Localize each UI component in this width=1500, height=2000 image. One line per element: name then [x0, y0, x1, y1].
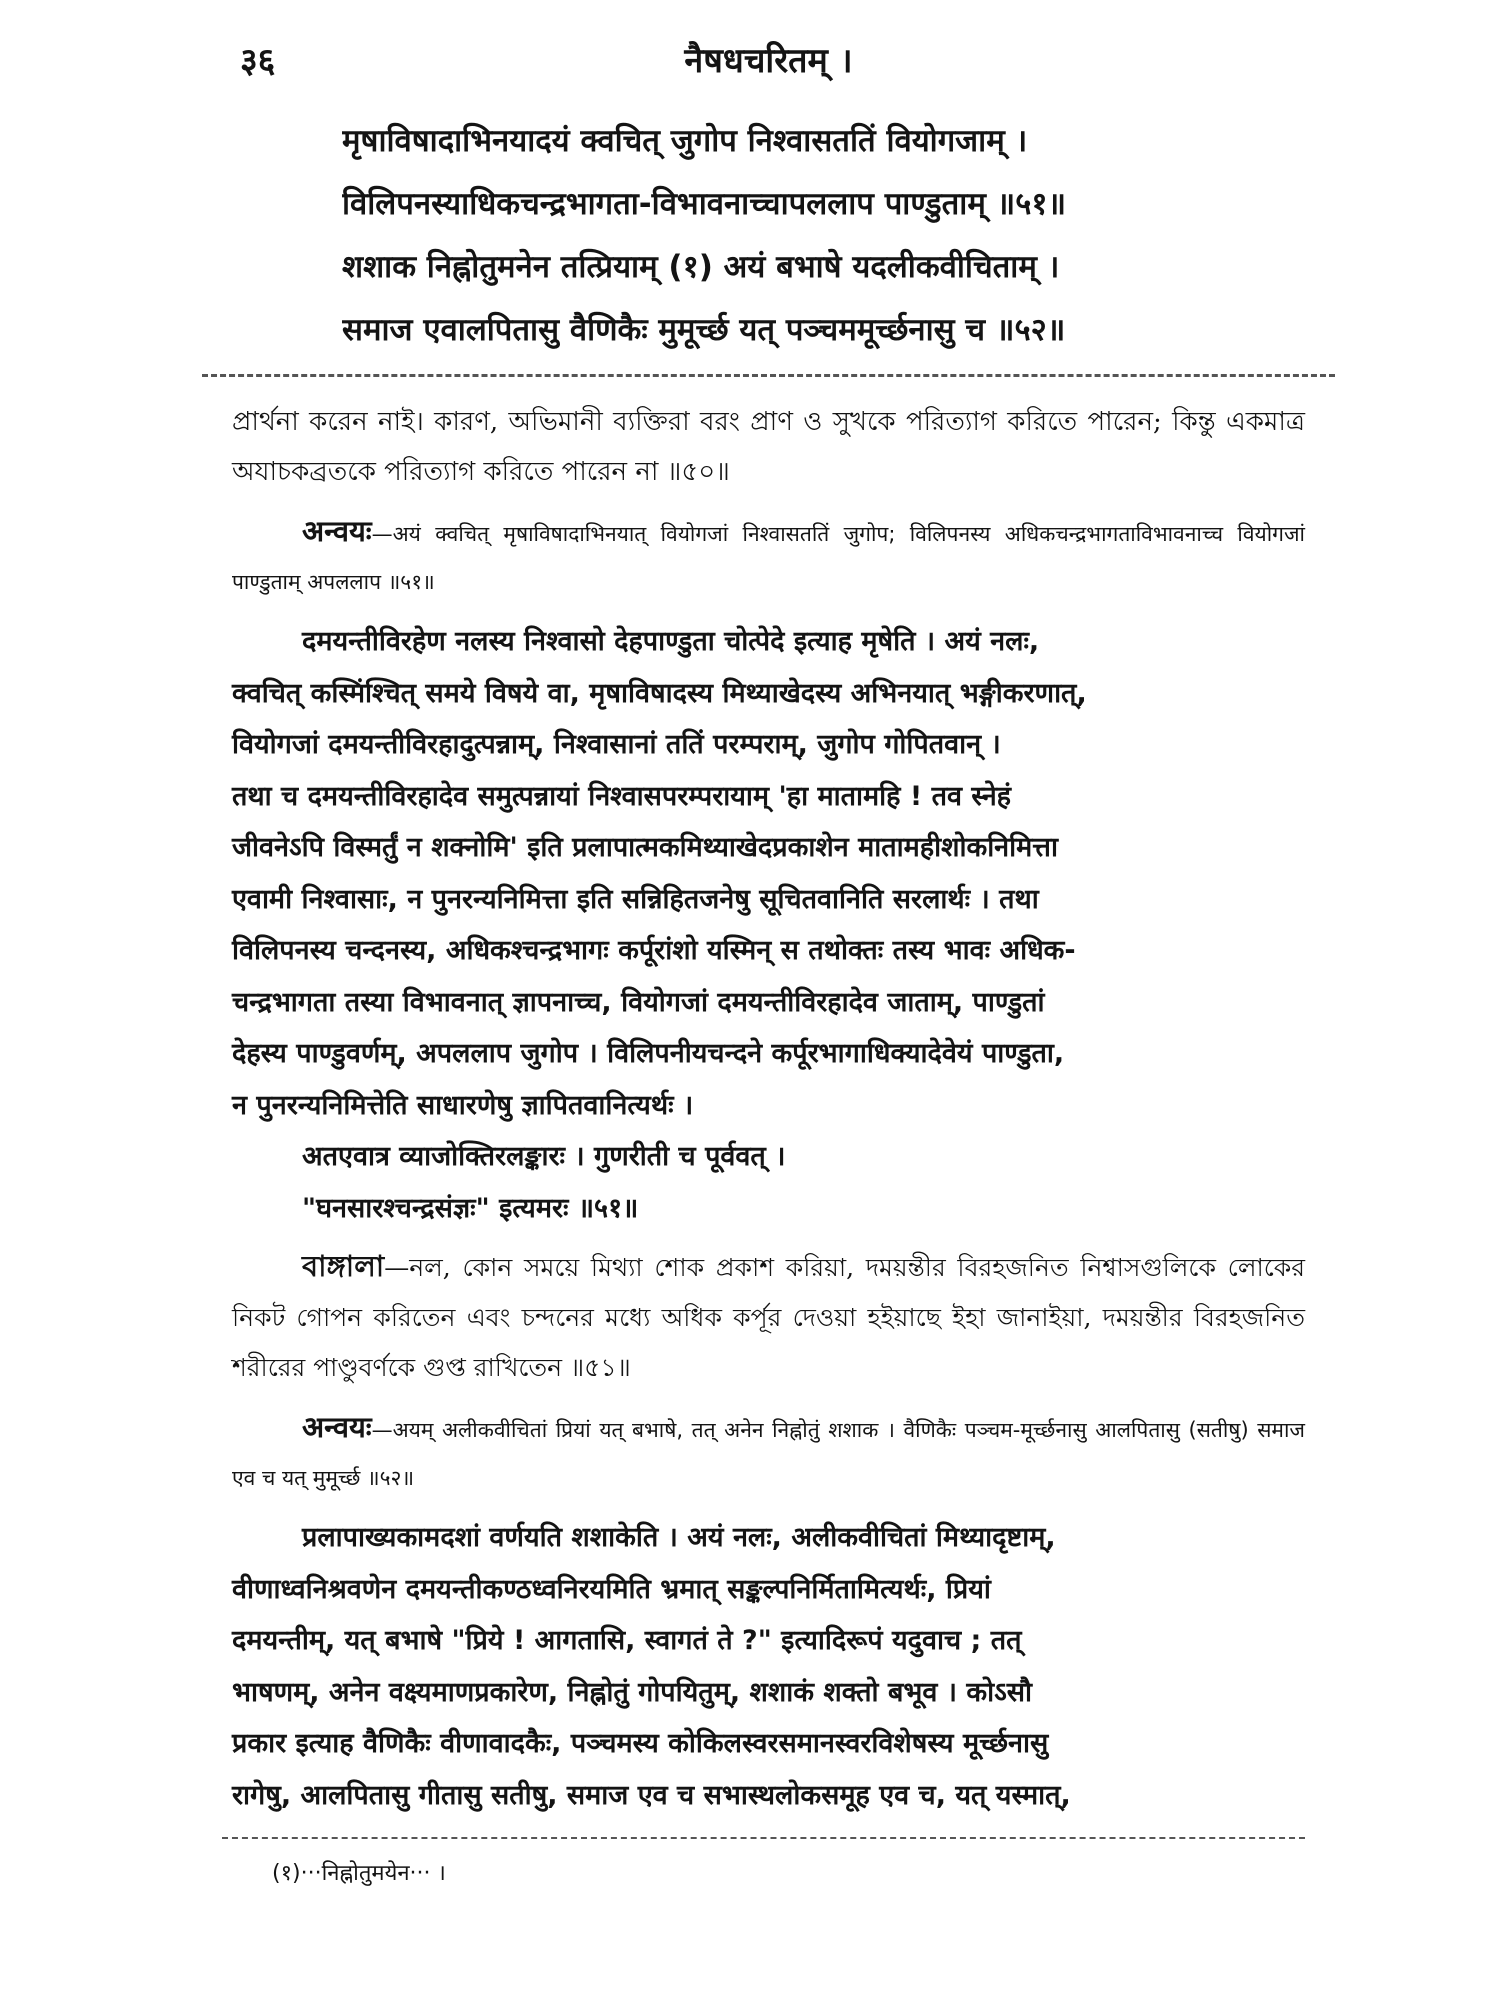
commentary-line: क्वचित् कस्मिंश्चित् समये विषये वा, मृषाविषादस्य मिथ्याखेदस्य अभिनयात् भङ्गीकरणात्,	[232, 677, 1087, 709]
commentary-line: दमयन्तीविरहेण नलस्य निश्वासो देहपाण्डुता चोत्पेदे इत्याह मृषेति । अयं नलः,	[302, 626, 1040, 657]
commentary-line: वीणाध्वनिश्रवणेन दमयन्तीकण्ठध्वनिरयमिति भ्रमात् सङ्कल्पनिर्मितामित्यर्थः, प्रियां	[232, 1573, 991, 1605]
commentary-line: वियोगजां दमयन्तीविरहादुत्पन्नाम्, निश्वासानां ततिं परम्पराम्, जुगोप गोपितवान् ।	[232, 729, 1001, 760]
verse-block	[342, 110, 1305, 362]
commentary-line: देहस्य पाण्डुवर्णम्, अपललाप जुगोप । विलिपनीयचन्दने कर्पूरभागाधिक्यादेवेयं पाण्डुता,	[232, 1038, 1065, 1069]
anvaya-51	[232, 507, 1305, 606]
verse-line: मृषाविषादाभिनयादयं क्वचित् जुगोप निश्वासततिं वियोगजाम् ।	[342, 123, 1028, 159]
anvaya-text: —अयं क्वचित् मृषाविषादाभिनयात् वियोगजां निश्वासततिं जुगोप; विलिपनस्य अधिकचन्द्रभागताविभावनाच्च वियोगजां पाण्डुताम् अपललाप ॥५१॥	[232, 522, 1305, 594]
verse-line: समाज एवालपितासु वैणिकैः मुमूर्च्छ यत् पञ्चममूर्च्छनासु च ॥५२॥	[342, 312, 1066, 348]
bengali-continuation: প্রার্থনা করেন নাই। কারণ, অভিমানী ব্যক্তিরা বরং প্রাণ ও সুখকে পরিত্যাগ করিতে পারেন; কিন্তু একমাত্র অযাচকব্রতকে পরিত্যাগ করিতে পারেন না ॥৫০॥	[232, 407, 1305, 487]
anvaya-52	[232, 1403, 1305, 1502]
commentary-line: भाषणम्, अनेन वक्ष्यमाणप्रकारेण, निह्नोतुं गोपयितुम्, शशाकं शक्तो बभूव । कोऽसौ	[232, 1676, 1032, 1708]
commentary-line: रागेषु, आलपितासु गीतासु सतीषु, समाज एव च सभास्थलोकसमूह एव च, यत् यस्मात्,	[232, 1779, 1071, 1811]
page-header	[232, 36, 1305, 92]
verse-line: शशाक निह्नोतुमनेन तत्प्रियाम् (१) अयं बभाषे यदलीकवीचिताम् ।	[342, 249, 1060, 285]
commentary-51	[232, 616, 1305, 1131]
footnote-divider	[222, 1837, 1305, 1839]
page-number: ३६	[240, 41, 276, 81]
bangla-label: বাঙ্গালা	[302, 1249, 385, 1283]
divider	[202, 374, 1335, 377]
running-title: नैषधचरितम् ।	[684, 41, 853, 81]
commentary-line: तथा च दमयन्तीविरहादेव समुत्पन्नायां निश्वासपरम्परायाम् 'हा मातामहि ! तव स्नेहं	[232, 780, 1012, 812]
verse-line: विलिपनस्याधिकचन्द्रभागता-विभावनाच्चापललाप पाण्डुताम् ॥५१॥	[342, 186, 1067, 222]
commentary-line: चन्द्रभागता तस्या विभावनात् ज्ञापनाच्च, वियोगजां दमयन्तीविरहादेव जाताम्, पाण्डुतां	[232, 986, 1045, 1018]
commentary-line: एवामी निश्वासाः, न पुनरन्यनिमित्ता इति सन्निहितजनेषु सूचितवानिति सरलार्थः । तथा	[232, 883, 1039, 915]
commentary-line: विलिपनस्य चन्दनस्य, अधिकश्चन्द्रभागः कर्पूरांशो यस्मिन् स तथोक्तः तस्य भावः अधिक-	[232, 935, 1076, 966]
commentary-52	[232, 1512, 1305, 1821]
commentary-line: जीवनेऽपि विस्मर्तुं न शक्नोमि' इति प्रलापात्मकमिथ्याखेदप्रकाशेन मातामहीशोकनिमित्ता	[232, 832, 1058, 863]
amara-note: "घनसारश्चन्द्रसंज्ञः" इत्यमरः ॥५१॥	[302, 1193, 639, 1224]
bangla-translation-51	[232, 1241, 1305, 1393]
commentary-line: प्रकार इत्याह वैणिकैः वीणावादकैः, पञ्चमस्य कोकिलस्वरसमानस्वरविशेषस्य मूर्च्छनासु	[232, 1728, 1049, 1759]
commentary-line: दमयन्तीम्, यत् बभाषे "प्रिये ! आगतासि, स्वागतं ते ?" इत्यादिरूपं यदुवाच ; तत्	[232, 1625, 1022, 1656]
commentary-line: न पुनरन्यनिमित्तेति साधारणेषु ज्ञापितवानित्यर्थः ।	[232, 1089, 694, 1121]
alankara-note: अतएवात्र व्याजोक्तिरलङ्कारः । गुणरीती च पूर्ववत् ।	[302, 1141, 786, 1172]
commentary-line: प्रलापाख्यकामदशां वर्णयति शशाकेति । अयं नलः, अलीकवीचितां मिथ्यादृष्टाम्,	[302, 1522, 1056, 1553]
anvaya-text: —अयम् अलीकवीचितां प्रियां यत् बभाषे, तत् अनेन निह्नोतुं शशाक । वैणिकैः पञ्चम-मूर्च्छनासु आलपितासु (सतीषु) समाज एव च यत् मुमूर्च्छ ॥५२॥	[232, 1418, 1305, 1490]
anvaya-label: अन्वयः	[302, 1410, 372, 1444]
footnote: (१)···निह्नोतुमयेन··· ।	[272, 1861, 446, 1886]
bangla-text: —নল, কোন সময়ে মিথ্যা শোক প্রকাশ করিয়া, দময়ন্তীর বিরহজনিত নিশ্বাসগুলিকে লোকের নিকট গোপন করিতেন এবং চন্দনের মধ্যে অধিক কর্পূর দেওয়া হইয়াছে ইহা জানাইয়া, দময়ন্তীর বিরহজনিত শরীরের পাণ্ডুবর্ণকে গুপ্ত রাখিতেন ॥৫১॥	[232, 1253, 1305, 1382]
anvaya-label: अन्वयः	[302, 514, 372, 548]
